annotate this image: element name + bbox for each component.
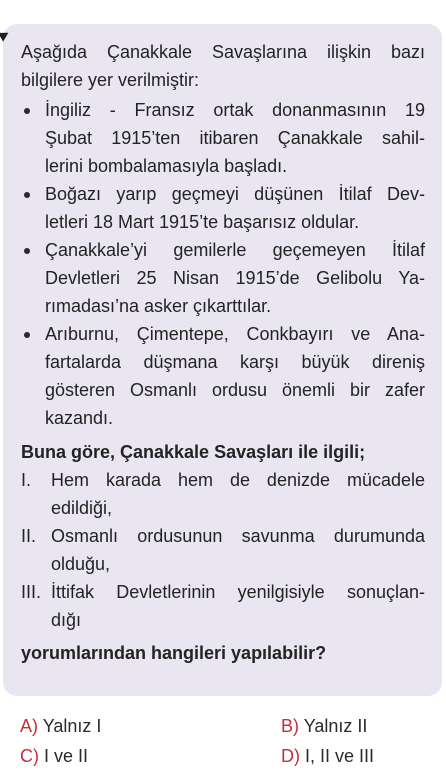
list-item-line: rımadası’na asker çıkarttılar.: [45, 296, 272, 316]
option-letter: A): [20, 716, 38, 736]
list-item-line: Arıburnu, Çimentepe, Conkbayırı ve Ana-: [45, 324, 425, 344]
statement-item: [21, 466, 425, 522]
option-letter: C): [20, 746, 39, 766]
list-item-line: Çanakkale’yi gemilerle geçemeyen İtilaf: [45, 240, 425, 260]
intro-line: bilgilere yer verilmiştir:: [21, 70, 200, 90]
list-item-line: gösteren Osmanlı ordusu önemli bir zafer: [45, 380, 425, 400]
statement-number: II.: [21, 526, 37, 546]
list-item-line: Şubat 1915’ten itibaren Çanakkale sahil-: [45, 128, 425, 148]
option-a[interactable]: [20, 712, 101, 740]
statement-line: Hem karada hem de denizde mücadele: [51, 470, 425, 490]
statement-list: [21, 466, 425, 634]
option-text: I ve II: [44, 746, 89, 766]
statement-line: edildiği,: [51, 498, 113, 518]
option-text: Yalnız II: [303, 716, 368, 736]
list-item-line: Devletleri 25 Nisan 1915’de Gelibolu Ya-: [45, 268, 425, 288]
list-item: [21, 180, 425, 236]
statement-line: Osmanlı ordusunun savunma durumunda: [51, 526, 425, 546]
bullet-icon: [24, 108, 30, 114]
option-c[interactable]: [20, 742, 88, 770]
intro-line: Aşağıda Çanakkale Savaşlarına ilişkin bazı: [21, 42, 425, 62]
statement-number: I.: [21, 470, 32, 490]
bullet-icon: [24, 248, 30, 254]
list-item-line: fartalarda düşmana karşı büyük direniş: [45, 352, 425, 372]
statement-item: [21, 578, 425, 634]
bullet-icon: [24, 332, 30, 338]
list-item: [21, 96, 425, 180]
list-item-line: letleri 18 Mart 1915’te başarısız oldular.: [45, 212, 360, 232]
option-letter: D): [281, 746, 300, 766]
info-list: [21, 96, 425, 432]
list-item-line: Boğazı yarıp geçmeyi düşünen İtilaf Dev-: [45, 184, 425, 204]
question-lead: Buna göre, Çanakkale Savaşları ile ilgili;: [21, 442, 366, 462]
option-text: Yalnız I: [42, 716, 102, 736]
question-tail: yorumlarından hangileri yapılabilir?: [21, 643, 327, 663]
list-item-line: kazandı.: [45, 408, 114, 428]
list-item: [21, 236, 425, 320]
bullet-icon: [24, 192, 30, 198]
statement-line: olduğu,: [51, 554, 111, 574]
option-b[interactable]: [281, 712, 367, 740]
option-d[interactable]: [281, 742, 374, 770]
option-letter: B): [281, 716, 299, 736]
list-item: [21, 320, 425, 432]
statement-line: dığı: [51, 610, 82, 630]
statement-line: İttifak Devletlerinin yenilgisiyle sonuçlan-: [51, 582, 425, 602]
intro-text: [21, 38, 425, 94]
statement-item: [21, 522, 425, 578]
option-text: I, II ve III: [305, 746, 375, 766]
question-body: [21, 38, 425, 667]
statement-number: III.: [21, 582, 42, 602]
list-item-line: İngiliz - Fransız ortak donanmasının 19: [45, 100, 425, 120]
list-item-line: lerini bombalamasıyla başladı.: [45, 156, 288, 176]
